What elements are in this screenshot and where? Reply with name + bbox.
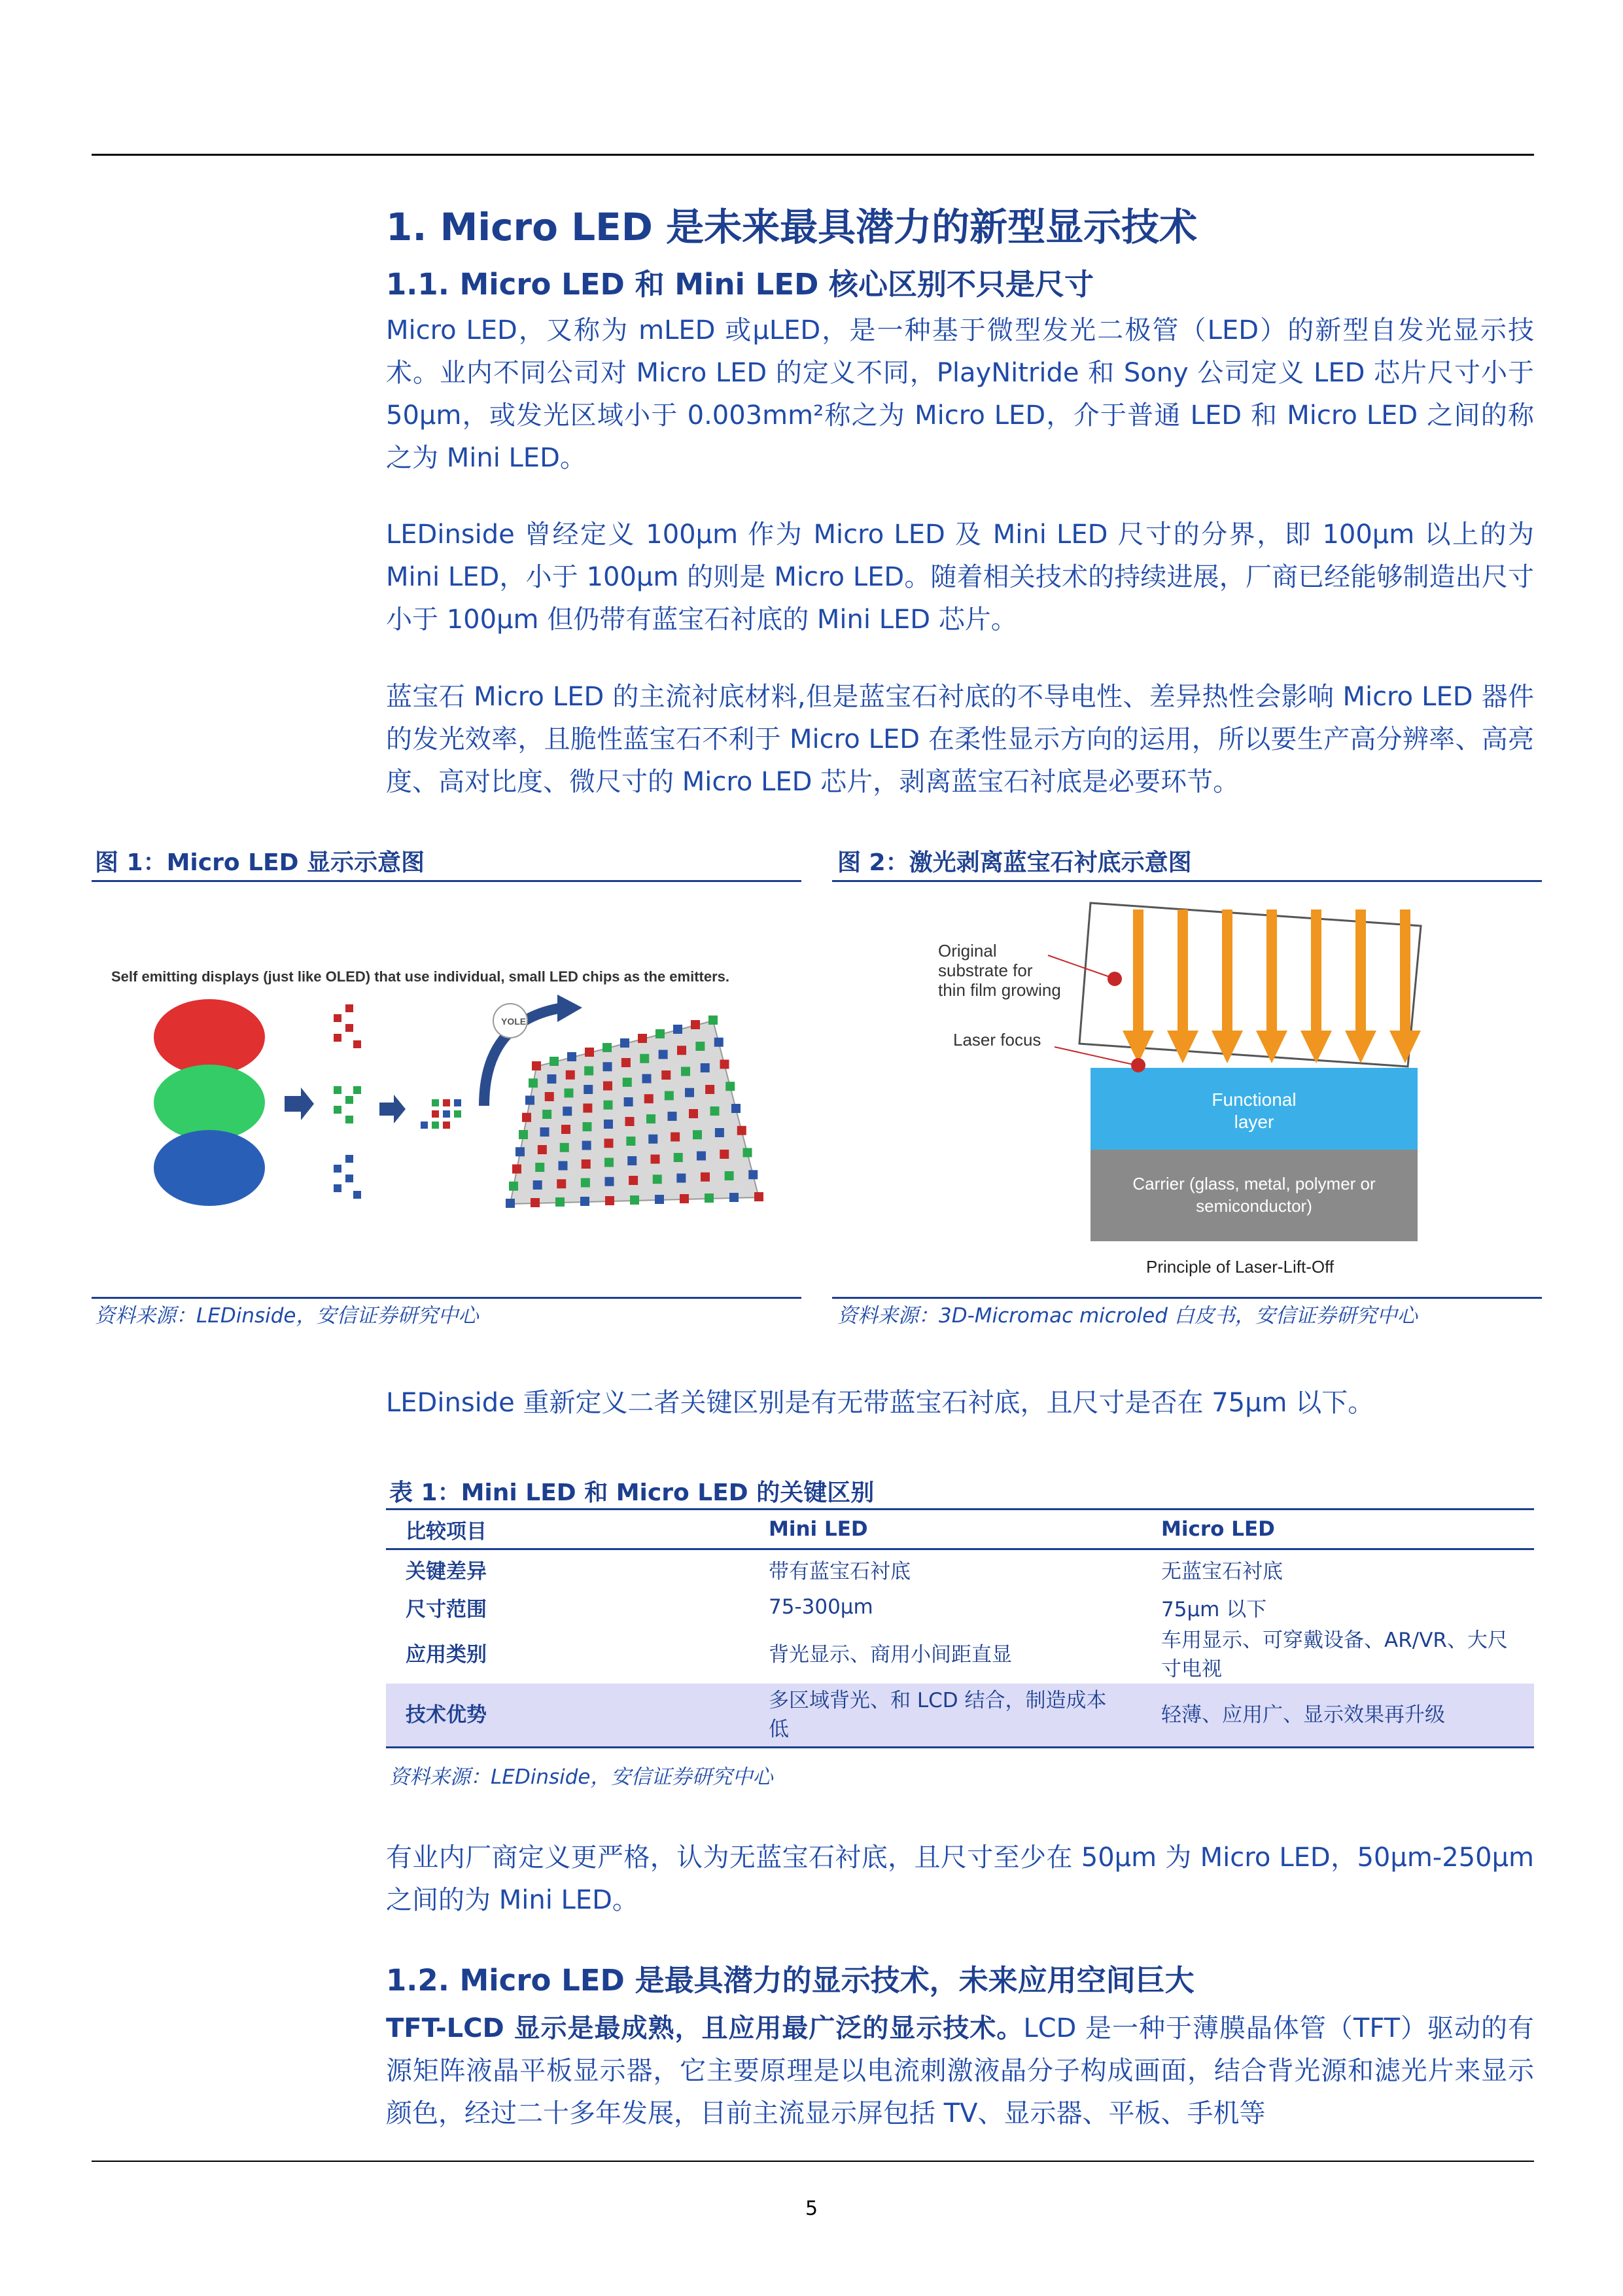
blue-disc (154, 1130, 265, 1206)
table-cell: 关键差异 (406, 1559, 487, 1583)
panel-chip (677, 1046, 686, 1055)
panel-chip (582, 1159, 591, 1169)
table-cell: 75-300μm (769, 1595, 873, 1619)
substrate-leader (1048, 955, 1113, 978)
panel-chip (697, 1152, 706, 1161)
figure-2-image (832, 890, 1542, 1282)
panel-chip (640, 1054, 649, 1063)
panel-chip (604, 1101, 613, 1110)
arrow-right-icon (285, 1087, 314, 1120)
panel-chip (701, 1173, 710, 1182)
panel-chip (515, 1147, 525, 1156)
panel-chip (561, 1125, 570, 1134)
paragraph-6-bold: TFT-LCD 显示是最成熟，且应用最广泛的显示技术。 (386, 2013, 1024, 2043)
substrate-label-1: Original (938, 941, 997, 961)
laser-arrow-head (1345, 1031, 1376, 1063)
table-1 (386, 1510, 1534, 1748)
header-rule (92, 154, 1534, 156)
paragraph-3: 蓝宝石 Micro LED 的主流衬底材料,但是蓝宝石衬底的不导电性、差异热性会影响 Micro LED 器件的发光效率，且脆性蓝宝石不利于 Micro LED 在柔性显示方向的运用，所以要生产高分辨率、高亮度、高对比度、微尺寸的 Micro LED 芯片，剥离蓝宝石衬底是必要环节。 (386, 682, 1534, 797)
panel-chip (655, 1029, 665, 1038)
panel-chip (715, 1128, 724, 1137)
green-chips (334, 1086, 361, 1123)
panel-chip (659, 1050, 668, 1059)
laser-arrow-shaft (1133, 910, 1143, 1034)
panel-chip (638, 1034, 647, 1043)
principle-label: Principle of Laser-Lift-Off (1146, 1257, 1335, 1277)
substrate-label-2: substrate for (938, 961, 1033, 980)
panel-chip (705, 1193, 714, 1203)
arrow-right-icon-2 (379, 1095, 406, 1123)
panel-chip (604, 1158, 614, 1167)
paragraph-6 (386, 2007, 1534, 2135)
page-number: 5 (805, 2197, 818, 2220)
panel-chip (680, 1194, 689, 1203)
laser-arrows (1123, 910, 1421, 1063)
table-header-item: 比较项目 (386, 1510, 749, 1549)
panel-chip (642, 1074, 652, 1084)
table-header-micro: Micro LED (1142, 1510, 1534, 1549)
panel-chip (676, 1174, 686, 1183)
paragraph-2: LEDinside 曾经定义 100μm 作为 Micro LED 及 Mini LED 尺寸的分界，即 100μm 以上的为 Mini LED，小于 100μm 的则是 Micro LED。随着相关技术的持续进展，厂商已经能够制造出尺寸小于 100μm 但仍带有蓝宝石衬底的 Mini LED 芯片。 (386, 520, 1534, 635)
panel-chip (506, 1199, 515, 1208)
paragraph-5: 有业内厂商定义更严格，认为无蓝宝石衬底，且尺寸至少在 50μm 为 Micro LED，50μm-250μm 之间的为 Mini LED。 (386, 1843, 1534, 1915)
panel-chip (559, 1161, 568, 1171)
panel-chip (567, 1052, 576, 1061)
panel-chip (540, 1127, 550, 1137)
red-chips (334, 1004, 361, 1048)
panel-chip (605, 1196, 614, 1205)
panel-chip (648, 1135, 657, 1144)
laser-arrow-shaft (1178, 910, 1188, 1034)
laser-leader (1055, 1047, 1136, 1065)
carrier-label-1: Carrier (glass, metal, polymer or (1132, 1174, 1376, 1193)
figure-1-image (92, 890, 801, 1276)
panel-chip (603, 1062, 612, 1071)
laser-arrow-shaft (1266, 910, 1277, 1034)
panel-chip (522, 1113, 531, 1122)
panel-chip (725, 1082, 735, 1091)
table-row-highlight (386, 1684, 1534, 1748)
panel-chip (604, 1120, 613, 1129)
panel-chip (555, 1197, 565, 1207)
laser-arrow-head (1212, 1031, 1243, 1063)
yole-logo-text: YOLE (501, 1016, 527, 1027)
figure-1-rule-top (92, 880, 801, 882)
panel-chip (691, 1020, 700, 1029)
panel-chip (584, 1067, 593, 1076)
panel-chip (626, 1137, 635, 1146)
table-cell: 多区域背光、和 LCD 结合，制造成本低 (749, 1684, 1142, 1748)
panel-chip (547, 1074, 556, 1084)
panel-chip (512, 1165, 521, 1174)
red-disc (154, 999, 265, 1075)
section-1-2-title: 1.2. Micro LED 是最具潜力的显示技术，未来应用空间巨大 (386, 1963, 1195, 1998)
table-cell: 技术优势 (386, 1684, 749, 1748)
paragraph-6-rest: LCD 是一种于薄膜晶体管（TFT）驱动的有源矩阵液晶平板显示器，它主要原理是以电流刺激液晶分子构成画面，结合背光源和滤光片来显示颜色，经过二十多年发展，目前主流显示屏包括 TV、显示器、平板、手机等 (386, 2013, 1534, 2128)
panel-chip (685, 1088, 694, 1097)
panel-chip (583, 1104, 592, 1113)
panel-chip (603, 1082, 612, 1091)
figure-2-rule-top (832, 880, 1542, 882)
panel-chip (585, 1048, 594, 1057)
panel-chip (665, 1091, 674, 1101)
table-header-mini: Mini LED (749, 1510, 1142, 1549)
panel-chip (519, 1130, 528, 1139)
panel-chip (563, 1106, 572, 1116)
panel-chip (748, 1170, 758, 1179)
panel-chip (653, 1174, 662, 1184)
panel-chip (695, 1042, 705, 1051)
panel-chip (542, 1110, 551, 1119)
panel-chip (566, 1070, 575, 1080)
functional-label-2: layer (1234, 1112, 1274, 1132)
panel-chip (720, 1060, 729, 1069)
panel-chip (630, 1195, 639, 1205)
panel-chip (705, 1085, 714, 1094)
blue-chips (334, 1155, 361, 1199)
figure-2-source: 资料来源：3D-Micromac microled 白皮书，安信证券研究中心 (837, 1304, 1418, 1328)
laser-focus-dot (1131, 1058, 1145, 1072)
panel-chip (689, 1109, 698, 1118)
panel-chip (533, 1180, 542, 1190)
panel-chip (620, 1038, 629, 1048)
table-header-row (386, 1510, 1534, 1549)
table-cell: 75μm 以下 (1161, 1597, 1267, 1621)
substrate-dot (1108, 972, 1122, 986)
panel-chip (531, 1198, 540, 1207)
panel-chip (651, 1155, 660, 1164)
panel-chip (565, 1089, 574, 1098)
panel-chip (671, 1133, 680, 1142)
panel-chip (720, 1150, 729, 1159)
panel-chip (624, 1097, 633, 1106)
panel-chip (725, 1171, 734, 1180)
table-row (386, 1588, 1534, 1626)
panel-chip (693, 1130, 702, 1139)
carrier-label-2: semiconductor) (1196, 1196, 1312, 1216)
panel-chip (584, 1085, 593, 1094)
laser-arrow-head (1300, 1031, 1332, 1063)
panel-chip (538, 1145, 547, 1154)
carrier-layer (1091, 1150, 1418, 1241)
paragraph-1: Micro LED，又称为 mLED 或μLED，是一种基于微型发光二极管（LED）的新型自发光显示技术。业内不同公司对 Micro LED 的定义不同，PlayNitride 和 Sony 公司定义 LED 芯片尺寸小于 50μm，或发光区域小于 0.003mm²称之为 Micro LED，介于普通 LED 和 Micro LED 之间的称之为 Mini LED。 (386, 315, 1534, 473)
panel-chip (602, 1043, 612, 1052)
panel-chip (545, 1092, 554, 1101)
panel-chip (729, 1193, 739, 1202)
table-cell: 无蓝宝石衬底 (1161, 1559, 1283, 1583)
panel-chip (743, 1148, 752, 1157)
footer-rule (92, 2161, 1534, 2162)
table-cell: 背光显示、商用小间距直显 (769, 1643, 1012, 1667)
figure-1-caption: 图 1：Micro LED 显示示意图 (95, 849, 425, 876)
laser-arrow-head (1389, 1031, 1421, 1063)
panel-chip (550, 1057, 559, 1066)
figure-1-source: 资料来源：LEDinside，安信证券研究中心 (95, 1304, 479, 1328)
panel-chip (509, 1182, 518, 1191)
panel-chip (655, 1195, 664, 1204)
green-disc (154, 1065, 265, 1140)
curved-arrow-head (557, 995, 582, 1022)
panel-chip (708, 1016, 718, 1025)
functional-label-1: Functional (1212, 1089, 1297, 1110)
laser-arrow-shaft (1222, 910, 1232, 1034)
panel-chip (674, 1153, 683, 1162)
panel-chip (737, 1126, 746, 1135)
panel-chip (701, 1063, 710, 1072)
panel-chip (681, 1067, 690, 1076)
panel-chip (754, 1192, 763, 1201)
laser-arrow-head (1167, 1031, 1198, 1063)
panel-chip (605, 1177, 614, 1186)
panel-chip (623, 1078, 632, 1087)
mixed-chips (421, 1099, 461, 1129)
panel-chip (627, 1156, 637, 1165)
table-cell: 带有蓝宝石衬底 (769, 1559, 911, 1583)
panel-chip (535, 1163, 544, 1172)
panel-chip (580, 1197, 589, 1206)
panel-chip (532, 1061, 541, 1070)
panel-chip (714, 1038, 724, 1047)
laser-focus-label: Laser focus (953, 1030, 1041, 1050)
panel-chip (621, 1058, 631, 1067)
panel-chip (582, 1141, 591, 1150)
panel-chip (557, 1179, 566, 1188)
panel-chip (629, 1176, 638, 1185)
table-cell: 车用显示、可穿戴设备、AR/VR、大尺寸电视 (1161, 1629, 1508, 1681)
substrate-label-3: thin film growing (938, 980, 1061, 1000)
panel-chip (529, 1078, 538, 1087)
panel-chip (583, 1122, 592, 1131)
panel-chip (661, 1070, 671, 1080)
panel-chip (644, 1094, 654, 1103)
panel-chip (673, 1025, 682, 1034)
figure-2-caption: 图 2：激光剥离蓝宝石衬底示意图 (837, 849, 1192, 876)
table-row (386, 1549, 1534, 1589)
panel-chip (560, 1143, 569, 1152)
panel-chip (625, 1117, 635, 1126)
section-1-1-title: 1.1. Micro LED 和 Mini LED 核心区别不只是尺寸 (386, 267, 1094, 302)
paragraph-4: LEDinside 重新定义二者关键区别是有无带蓝宝石衬底，且尺寸是否在 75μm 以下。 (386, 1388, 1374, 1418)
laser-arrow-shaft (1400, 910, 1410, 1034)
table-1-source: 资料来源：LEDinside，安信证券研究中心 (389, 1765, 773, 1789)
panel-chip (604, 1139, 614, 1148)
laser-arrow-shaft (1355, 910, 1366, 1034)
figure-1-banner: Self emitting displays (just like OLED) that use individual, small LED chips as the emitters. (111, 968, 730, 985)
laser-arrow-shaft (1311, 910, 1321, 1034)
table-cell: 轻薄、应用广、显示效果再升级 (1142, 1684, 1534, 1748)
table-1-caption: 表 1：Mini LED 和 Micro LED 的关键区别 (389, 1479, 875, 1506)
table-row (386, 1626, 1534, 1684)
panel-chip (525, 1096, 534, 1105)
panel-chip (646, 1114, 655, 1123)
section-1-title: 1. Micro LED 是未来最具潜力的新型显示技术 (386, 205, 1198, 249)
panel-chip (710, 1106, 720, 1116)
table-cell: 应用类别 (406, 1643, 487, 1667)
panel-chip (668, 1112, 677, 1121)
panel-chip (581, 1178, 590, 1188)
panel-chip (731, 1104, 741, 1113)
table-cell: 尺寸范围 (406, 1597, 487, 1621)
